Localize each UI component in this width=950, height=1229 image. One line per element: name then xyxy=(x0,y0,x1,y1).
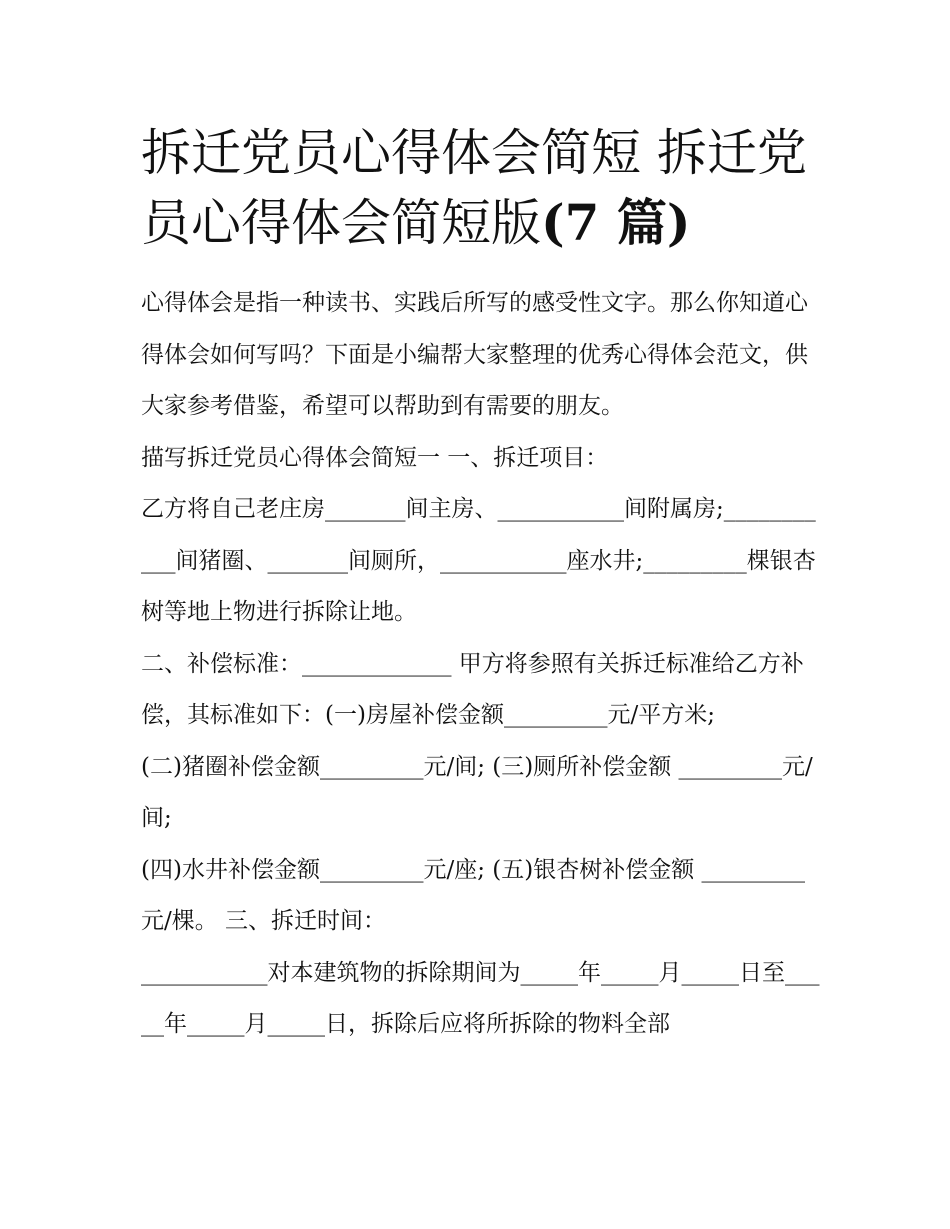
document-title xyxy=(141,118,821,258)
document-page xyxy=(141,118,821,1051)
title-text: 拆迁党员心得体会简短 拆迁党员心得体会简短版 xyxy=(141,124,807,252)
demolition-period-paragraph: ___________对本建筑物的拆除期间为_____年_____月_____日至_____年_____月_____日，拆除后应将所拆除的物料全部 xyxy=(141,959,820,1037)
compensation-standard-paragraph: 二、补偿标准：_____________ 甲方将参照有关拆迁标准给乙方补偿，其标准如下：(一)房屋补偿金额_________元/平方米; xyxy=(141,650,804,728)
pigsty-toilet-paragraph: (二)猪圈补偿金额_________元/间; (三)厕所补偿金额 _________元/间; xyxy=(141,753,813,831)
title-count: (7 篇) xyxy=(541,193,691,252)
intro-paragraph: 心得体会是指一种读书、实践后所写的感受性文字。那么你知道心得体会如何写吗？下面是小编帮大家整理的优秀心得体会范文，供大家参考借鉴，希望可以帮助到有需要的朋友。 xyxy=(141,290,808,419)
well-ginkgo-paragraph: (四)水井补偿金额_________元/座; (五)银杏树补偿金额 _________元/棵。 三、拆迁时间： xyxy=(141,856,806,934)
demolition-items-paragraph: 乙方将自己老庄房_______间主房、___________间附属房;___________间猪圈、_______间厕所，___________座水井;_________棵银杏树等地上物进行拆除让地。 xyxy=(141,496,816,625)
section-heading: 描写拆迁党员心得体会简短一 一、拆迁项目： xyxy=(141,444,609,471)
